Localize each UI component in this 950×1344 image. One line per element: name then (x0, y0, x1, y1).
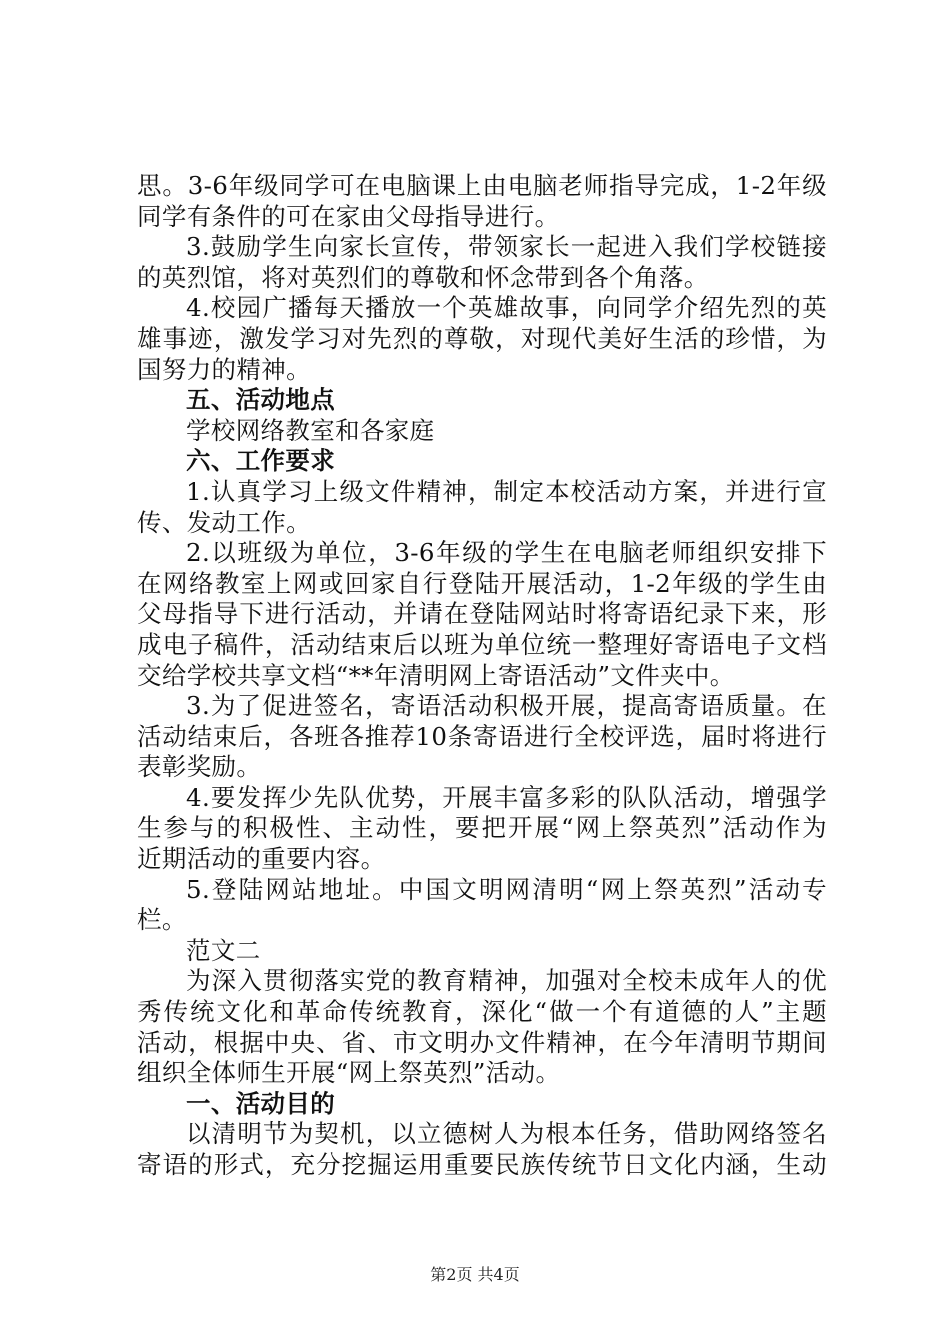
list-item-5: 5.登陆网站地址。中国文明网清明“网上祭英烈”活动专 (186, 874, 827, 904)
body-line: 思。3-6年级同学可在电脑课上由电脑老师指导完成，1-2年级 (137, 171, 827, 200)
list-item-1: 1.认真学习上级文件精神，制定本校活动方案，并进行宣 (186, 476, 827, 506)
sample-two-title: 范文二 (186, 935, 261, 965)
list-item-3: 3.鼓励学生向家长宣传，带领家长一起进入我们学校链接 (186, 232, 827, 262)
body-line: 国努力的精神。 (137, 354, 311, 384)
list-item-4: 4.校园广播每天播放一个英雄故事，向同学介绍先烈的英 (186, 293, 827, 323)
body-line: 表彰奖励。 (137, 752, 262, 782)
body-line: 传、发动工作。 (137, 507, 311, 537)
body-line: 雄事迹，激发学习对先烈的尊敬，对现代美好生活的珍惜，为 (137, 323, 827, 353)
body-line: 在网络教室上网或回家自行登陆开展活动，1-2年级的学生由 (137, 568, 827, 598)
body-line: 成电子稿件，活动结束后以班为单位统一整理好寄语电子文档 (137, 629, 827, 659)
list-item-4b: 4.要发挥少先队优势，开展丰富多彩的队队活动，增强学 (186, 782, 827, 812)
document-body (137, 171, 827, 1181)
body-line: 组织全体师生开展“网上祭英烈”活动。 (137, 1058, 561, 1088)
body-line: 学校网络教室和各家庭 (186, 415, 435, 445)
body-line: 秀传统文化和革命传统教育，深化“做一个有道德的人”主题 (137, 997, 827, 1027)
body-line: 的英烈馆，将对英烈们的尊敬和怀念带到各个角落。 (137, 262, 709, 292)
body-line: 同学有条件的可在家由父母指导进行。 (137, 201, 560, 231)
body-line: 栏。 (137, 905, 187, 935)
list-item-2: 2.以班级为单位，3-6年级的学生在电脑老师组织安排下 (186, 538, 827, 568)
body-line: 活动结束后，各班各推荐10条寄语进行全校评选，届时将进行 (137, 721, 827, 751)
body-line: 父母指导下进行活动，并请在登陆网站时将寄语纪录下来，形 (137, 599, 827, 629)
body-line: 为深入贯彻落实党的教育精神，加强对全校未成年人的优 (186, 966, 827, 996)
page-footer: 第2页 共4页 (430, 1265, 520, 1284)
list-item-3b: 3.为了促进签名，寄语活动积极开展，提高寄语质量。在 (186, 691, 827, 721)
body-line: 生参与的积极性、主动性，要把开展“网上祭英烈”活动作为 (137, 813, 827, 843)
body-line: 交给学校共享文档“**年清明网上寄语活动”文件夹中。 (137, 660, 735, 690)
body-line: 活动，根据中央、省、市文明办文件精神，在今年清明节期间 (137, 1027, 827, 1057)
section-heading-purpose: 一、活动目的 (186, 1088, 336, 1118)
body-line: 寄语的形式，充分挖掘运用重要民族传统节日文化内涵，生动 (137, 1150, 827, 1179)
section-heading-location: 五、活动地点 (186, 385, 336, 415)
body-line: 近期活动的重要内容。 (137, 844, 386, 874)
body-line: 以清明节为契机，以立德树人为根本任务，借助网络签名 (186, 1119, 827, 1149)
section-heading-requirements: 六、工作要求 (186, 446, 336, 476)
